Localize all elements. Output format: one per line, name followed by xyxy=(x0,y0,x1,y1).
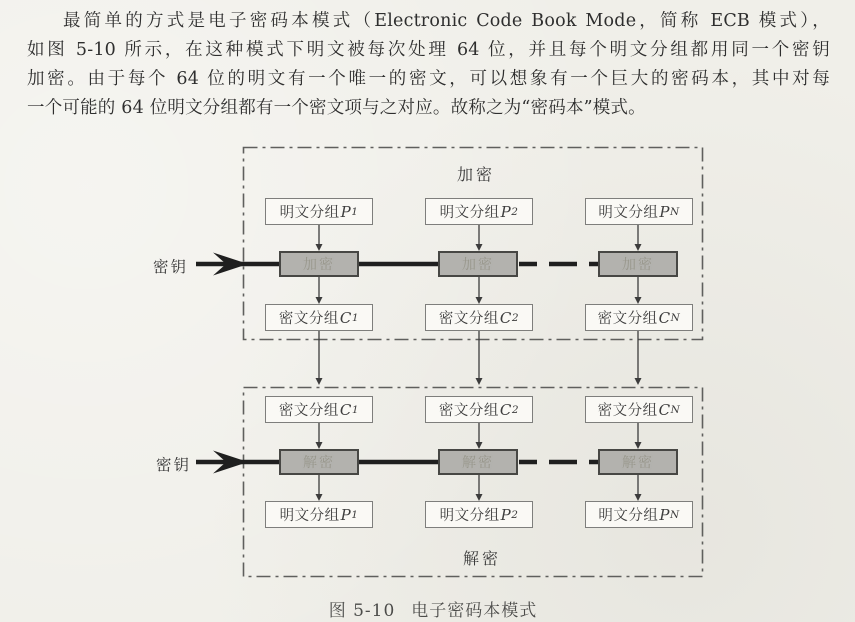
p-var: P xyxy=(659,505,670,524)
encrypt-op-box-3 xyxy=(598,251,678,277)
c-var: C xyxy=(658,308,671,327)
ciphertext-label: 密文分组 xyxy=(438,311,499,327)
c-var: C xyxy=(499,400,512,419)
c-var: C xyxy=(658,400,671,419)
key-line-encrypt xyxy=(196,253,599,276)
key-label-decrypt: 密钥 xyxy=(156,456,192,474)
decrypt-op-box-3 xyxy=(598,449,678,475)
decrypt-op-label: 解密 xyxy=(462,455,494,471)
key-line-decrypt xyxy=(196,451,599,474)
decrypt-op-box-2 xyxy=(438,449,518,475)
plaintext-block-p1: 明文分组 P 1 xyxy=(265,198,373,225)
key-label-encrypt: 密钥 xyxy=(153,258,189,276)
encrypt-op-box-1 xyxy=(279,251,359,277)
plaintext-label: 明文分组 xyxy=(439,508,500,524)
paragraph-line-2: 如图 5-10 所示，在这种模式下明文被每次处理 64 位，并且每个明文分组都用同一个密钥 xyxy=(27,40,830,60)
paragraph-line-4: 一个可能的 64 位明文分组都有一个密文项与之对应。故称之为“密码本”模式。 xyxy=(27,98,646,118)
p-var: P xyxy=(659,202,670,221)
ciphertext-block-c2-decrypt: 密文分组 C 2 xyxy=(425,396,533,423)
p-var: P xyxy=(340,202,352,221)
encrypt-section-label: 加密 xyxy=(456,165,496,184)
ciphertext-label: 密文分组 xyxy=(597,311,658,327)
ciphertext-label: 密文分组 xyxy=(438,403,499,419)
plaintext-label: 明文分组 xyxy=(279,508,340,524)
figure-caption xyxy=(329,596,538,621)
plaintext-block-p2-decrypt: 明文分组 P 2 xyxy=(425,501,533,528)
decrypt-op-label: 解密 xyxy=(303,455,335,471)
plaintext-block-p2: 明文分组 P 2 xyxy=(425,198,533,225)
ciphertext-block-c1-decrypt: 密文分组 C 1 xyxy=(265,396,373,423)
c-var: C xyxy=(339,400,352,419)
ciphertext-block-cn-decrypt: 密文分组 C N xyxy=(585,396,693,423)
encrypt-op-label: 加密 xyxy=(462,257,494,273)
ciphertext-label: 密文分组 xyxy=(597,403,658,419)
ciphertext-label: 密文分组 xyxy=(278,403,339,419)
plaintext-label: 明文分组 xyxy=(439,205,500,221)
figure-number: 图 5-10 xyxy=(328,601,396,621)
encrypt-op-label: 加密 xyxy=(622,257,654,273)
plaintext-block-p1-decrypt: 明文分组 P 1 xyxy=(265,501,373,528)
p-var: P xyxy=(500,202,512,221)
decrypt-section-label: 解密 xyxy=(462,549,502,568)
decrypt-op-label: 解密 xyxy=(622,455,654,471)
plaintext-block-pn-decrypt: 明文分组 P N xyxy=(585,501,693,528)
ciphertext-block-c1: 密文分组 C 1 xyxy=(265,304,373,331)
plaintext-label: 明文分组 xyxy=(598,205,659,221)
ciphertext-block-c2: 密文分组 C 2 xyxy=(425,304,533,331)
plaintext-label: 明文分组 xyxy=(279,205,340,221)
p-var: P xyxy=(500,505,512,524)
p-var: P xyxy=(340,505,352,524)
paragraph-line-3: 加密。由于每个 64 位的明文有一个唯一的密文，可以想象有一个巨大的密码本，其中对每 xyxy=(27,69,830,89)
c-var: C xyxy=(499,308,512,327)
encrypt-op-label: 加密 xyxy=(303,257,335,273)
plaintext-label: 明文分组 xyxy=(598,508,659,524)
paragraph-line-1: 最简单的方式是电子密码本模式（Electronic Code Book Mode，简称 ECB 模式）， xyxy=(63,11,830,31)
ciphertext-label: 密文分组 xyxy=(278,311,339,327)
decrypt-op-box-1 xyxy=(279,449,359,475)
encrypt-op-box-2 xyxy=(438,251,518,277)
c-var: C xyxy=(339,308,352,327)
plaintext-block-pn: 明文分组 P N xyxy=(585,198,693,225)
ciphertext-block-cn: 密文分组 C N xyxy=(585,304,693,331)
figure-title: 电子密码本模式 xyxy=(411,601,538,621)
